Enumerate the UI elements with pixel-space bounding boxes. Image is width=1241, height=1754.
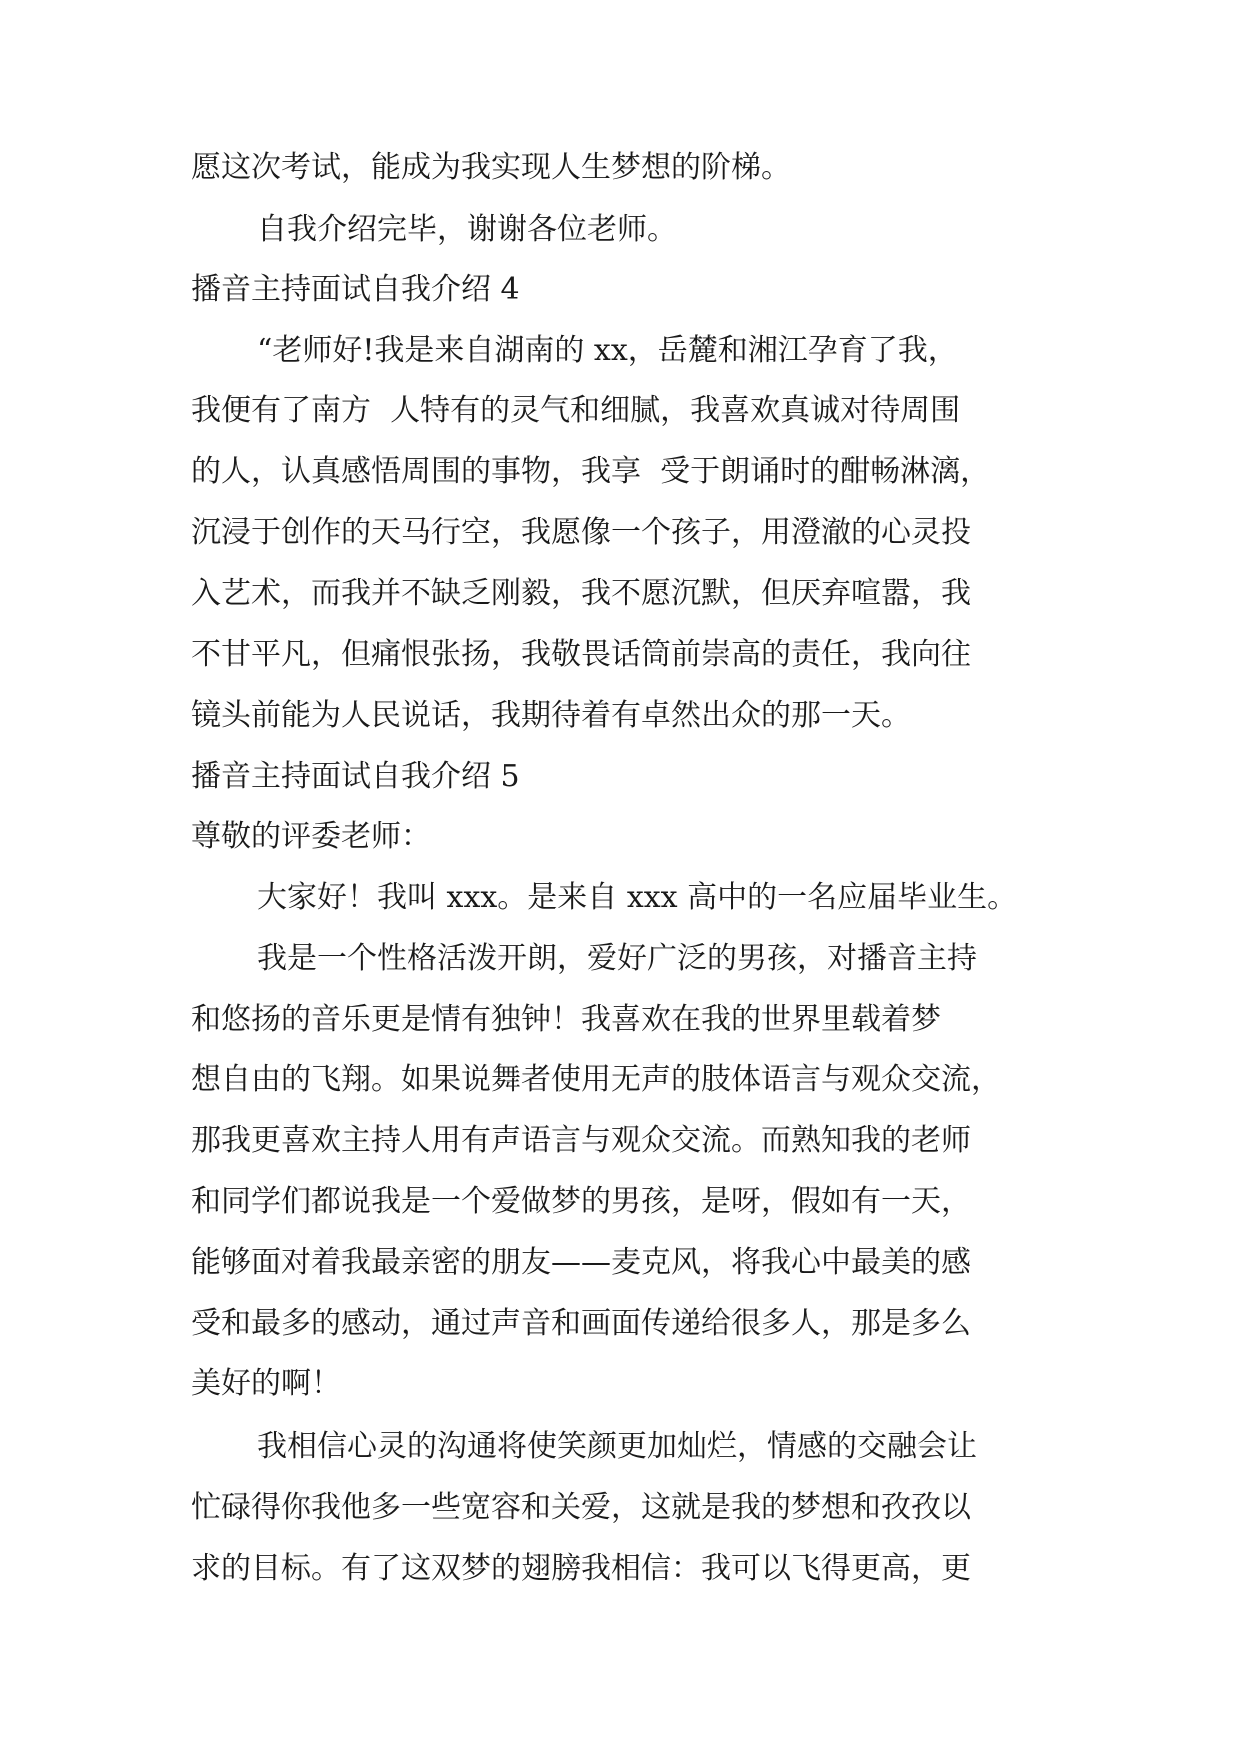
paragraph-line: 受和最多的感动，通过声音和画面传递给很多人，那是多么 <box>191 1306 971 1341</box>
paragraph-line: 忙碌得你我他多一些宽容和关爱，这就是我的梦想和孜孜以 <box>191 1490 971 1525</box>
paragraph-line: 不甘平凡，但痛恨张扬，我敬畏话筒前崇高的责任，我向往 <box>191 637 971 672</box>
paragraph-line: 我是一个性格活泼开朗，爱好广泛的男孩，对播音主持 <box>257 941 977 976</box>
salutation: 尊敬的评委老师： <box>191 819 431 854</box>
paragraph-line: 愿这次考试，能成为我实现人生梦想的阶梯。 <box>191 150 791 185</box>
paragraph-line: 和同学们都说我是一个爱做梦的男孩，是呀，假如有一天， <box>191 1184 971 1219</box>
section-heading: 播音主持面试自我介绍 4 <box>191 272 520 307</box>
paragraph-line: 大家好！我叫 xxx。是来自 xxx 高中的一名应届毕业生。 <box>257 880 1018 915</box>
paragraph-line: 镜头前能为人民说话，我期待着有卓然出众的那一天。 <box>191 698 911 733</box>
paragraph-line: 美好的啊！ <box>191 1366 341 1401</box>
paragraph-line: 和悠扬的音乐更是情有独钟！我喜欢在我的世界里载着梦 <box>191 1002 941 1037</box>
paragraph-line: 能够面对着我最亲密的朋友——麦克风，将我心中最美的感 <box>191 1245 971 1280</box>
paragraph-line: 求的目标。有了这双梦的翅膀我相信：我可以飞得更高，更 <box>191 1551 971 1586</box>
paragraph-line: 沉浸于创作的天马行空，我愿像一个孩子，用澄澈的心灵投 <box>191 515 971 550</box>
paragraph-line: “老师好!我是来自湖南的 xx，岳麓和湘江孕育了我， <box>257 333 958 368</box>
section-heading: 播音主持面试自我介绍 5 <box>191 759 520 794</box>
paragraph-line: 我相信心灵的沟通将使笑颜更加灿烂，情感的交融会让 <box>257 1429 977 1464</box>
paragraph-line: 想自由的飞翔。如果说舞者使用无声的肢体语言与观众交流， <box>191 1062 1001 1097</box>
paragraph-line: 入艺术，而我并不缺乏刚毅，我不愿沉默，但厌弃喧嚣，我 <box>191 576 971 611</box>
paragraph-line: 自我介绍完毕，谢谢各位老师。 <box>257 212 677 247</box>
paragraph-line: 我便有了南方 人特有的灵气和细腻，我喜欢真诚对待周围 <box>191 393 961 428</box>
paragraph-line: 的人，认真感悟周围的事物，我享 受于朗诵时的酣畅淋漓， <box>191 454 991 489</box>
paragraph-line: 那我更喜欢主持人用有声语言与观众交流。而熟知我的老师 <box>191 1123 971 1158</box>
